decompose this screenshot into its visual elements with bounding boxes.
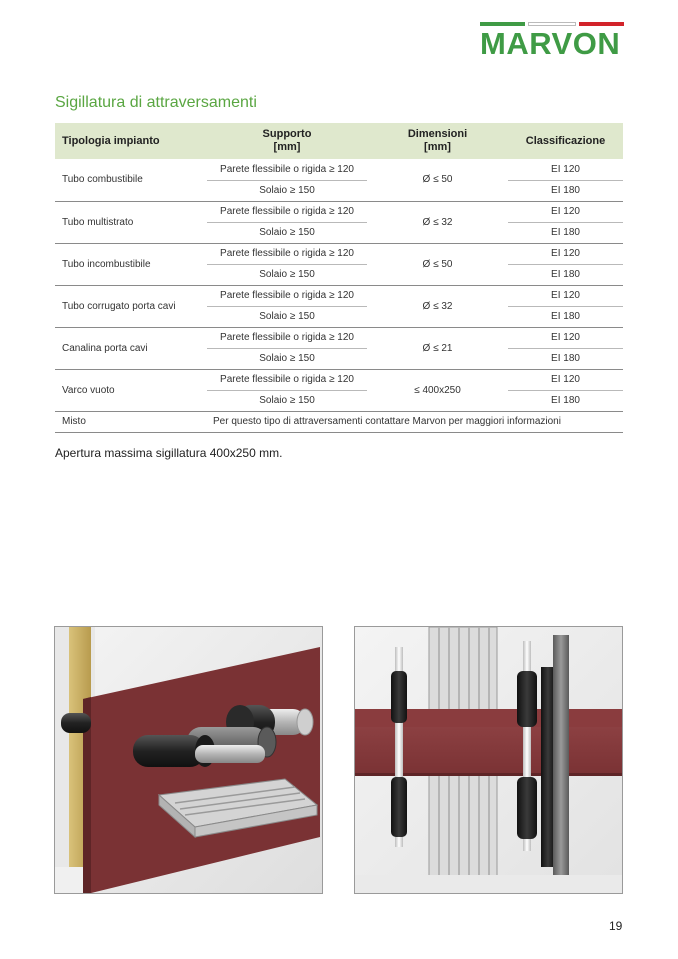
- cell-class-180: EI 180: [508, 264, 623, 285]
- cell-dimensioni: Ø ≤ 50: [367, 243, 508, 285]
- table-row: [55, 369, 623, 390]
- table-row: [55, 285, 623, 306]
- cell-dimensioni: ≤ 400x250: [367, 369, 508, 411]
- max-opening-note: Apertura massima sigillatura 400x250 mm.: [55, 446, 283, 460]
- cell-class-120: EI 120: [508, 159, 623, 180]
- cell-class-180: EI 180: [508, 390, 623, 411]
- cell-dimensioni: Ø ≤ 32: [367, 201, 508, 243]
- cell-class-120: EI 120: [508, 369, 623, 390]
- cell-supporto-solaio: Solaio ≥ 150: [207, 348, 367, 369]
- cell-class-120: EI 120: [508, 327, 623, 348]
- cell-supporto-parete: Parete flessibile o rigida ≥ 120: [207, 201, 367, 222]
- header-classificazione: Classificazione: [508, 123, 623, 159]
- cell-class-180: EI 180: [508, 180, 623, 201]
- cell-class-120: EI 120: [508, 201, 623, 222]
- cell-supporto-parete: Parete flessibile o rigida ≥ 120: [207, 327, 367, 348]
- cell-class-180: EI 180: [508, 348, 623, 369]
- logo-wordmark: MARVON: [480, 26, 621, 61]
- cell-class-180: EI 180: [508, 306, 623, 327]
- penetration-sealing-table: [55, 123, 623, 433]
- cell-supporto-parete: Parete flessibile o rigida ≥ 120: [207, 285, 367, 306]
- cell-supporto-solaio: Solaio ≥ 150: [207, 264, 367, 285]
- cell-misto-note: Per questo tipo di attraversamenti contattare Marvon per maggiori informazioni: [207, 411, 623, 432]
- cell-class-120: EI 120: [508, 285, 623, 306]
- cell-supporto-solaio: Solaio ≥ 150: [207, 180, 367, 201]
- cell-class-120: EI 120: [508, 243, 623, 264]
- cell-dimensioni: Ø ≤ 21: [367, 327, 508, 369]
- wall-penetration-photo: [54, 626, 323, 894]
- cell-tipologia: Tubo incombustibile: [55, 243, 207, 285]
- cell-tipologia: Tubo corrugato porta cavi: [55, 285, 207, 327]
- cell-class-180: EI 180: [508, 222, 623, 243]
- cell-tipologia-misto: Misto: [55, 411, 207, 432]
- table-header-row: [55, 123, 623, 159]
- page-number: 19: [609, 919, 623, 933]
- table-row: [55, 243, 623, 264]
- cell-tipologia: Varco vuoto: [55, 369, 207, 411]
- cell-tipologia: Canalina porta cavi: [55, 327, 207, 369]
- cell-dimensioni: Ø ≤ 32: [367, 285, 508, 327]
- floor-penetration-photo: [354, 626, 623, 894]
- cell-supporto-parete: Parete flessibile o rigida ≥ 120: [207, 159, 367, 180]
- table-row-misto: [55, 411, 623, 432]
- section-title: Sigillatura di attraversamenti: [55, 94, 257, 111]
- cell-supporto-parete: Parete flessibile o rigida ≥ 120: [207, 243, 367, 264]
- header-tipologia: Tipologia impianto: [55, 123, 207, 159]
- cell-supporto-solaio: Solaio ≥ 150: [207, 222, 367, 243]
- header-supporto: Supporto [mm]: [207, 123, 367, 159]
- table-row: [55, 159, 623, 180]
- header-dimensioni: Dimensioni [mm]: [367, 123, 508, 159]
- cell-supporto-parete: Parete flessibile o rigida ≥ 120: [207, 369, 367, 390]
- marvon-logo: [480, 22, 624, 62]
- table-row: [55, 327, 623, 348]
- cell-supporto-solaio: Solaio ≥ 150: [207, 390, 367, 411]
- cell-dimensioni: Ø ≤ 50: [367, 159, 508, 201]
- cell-tipologia: Tubo combustibile: [55, 159, 207, 201]
- cell-supporto-solaio: Solaio ≥ 150: [207, 306, 367, 327]
- table-row: [55, 201, 623, 222]
- cell-tipologia: Tubo multistrato: [55, 201, 207, 243]
